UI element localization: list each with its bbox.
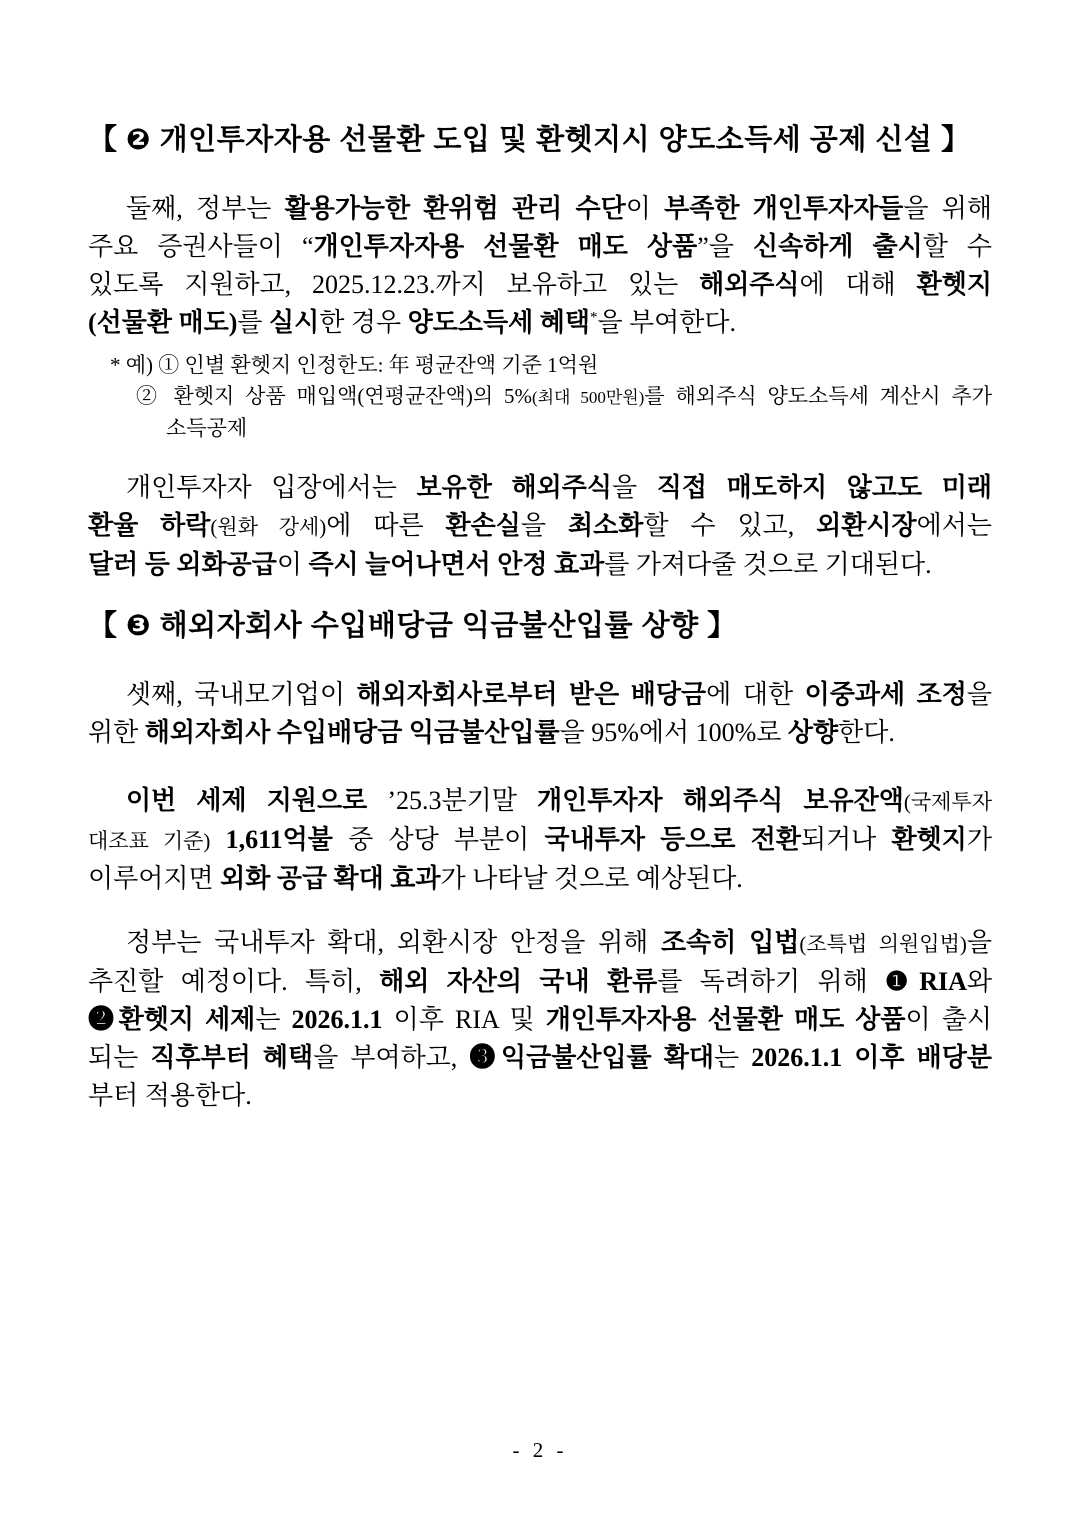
text-run: 상향 xyxy=(787,718,839,747)
text-run: 를 독려하기 위해 xyxy=(657,967,886,996)
text-run: 있도록 지원하고, 2025.12.23.까지 보유하고 있는 xyxy=(88,270,700,299)
text-run: 환헷지 xyxy=(891,825,967,854)
text-run: 개인투자자 해외주식 보유잔액 xyxy=(537,786,904,815)
text-line xyxy=(88,413,992,444)
text-line xyxy=(88,821,992,860)
text-run: 최소화 xyxy=(567,511,644,540)
text-run: * 예) ① 인별 환헷지 인정한도: 年 평균잔액 기준 1억원 xyxy=(110,353,599,377)
text-run: ❸익금불산입률 확대 xyxy=(469,1043,714,1072)
text-run: 직접 매도하지 않고도 미래 xyxy=(656,473,993,502)
text-run: 해외주식 xyxy=(699,270,800,299)
text-line xyxy=(88,507,992,546)
text-line xyxy=(88,714,992,752)
text-run: 위한 xyxy=(88,718,145,747)
text-run: 를 가져다줄 것으로 기대된다. xyxy=(604,550,932,579)
text-line xyxy=(88,782,992,821)
text-run: 즉시 늘어나면서 안정 효과 xyxy=(308,550,605,579)
text-run: ’25.3분기말 xyxy=(367,786,538,815)
text-run: 해외자회사 수입배당금 익금불산입률 xyxy=(144,718,560,747)
text-run: 달러 등 외화공급 xyxy=(88,550,277,579)
page-number: - 2 - xyxy=(512,1438,568,1462)
text-line xyxy=(88,1039,992,1077)
text-run: 둘째, 정부는 xyxy=(126,194,285,223)
text-run: 에 대해 xyxy=(799,270,917,299)
text-line xyxy=(88,469,992,507)
section-2-heading: 【 ❷ 개인투자자용 선물환 도입 및 환헷지시 양도소득세 공제 신설 】 xyxy=(88,124,971,156)
text-run: 에 대한 xyxy=(706,680,805,709)
text-run: 할 수 xyxy=(922,232,993,261)
text-run: 직후부터 혜택 xyxy=(150,1043,314,1072)
text-run: 환손실 xyxy=(445,511,521,540)
text-run: 가 나타날 것으로 예상된다. xyxy=(440,864,743,893)
text-run: (최대 500만원) xyxy=(531,388,645,407)
text-line xyxy=(88,304,992,342)
text-run: 추진할 예정이다. 특히, xyxy=(88,967,380,996)
text-run: 셋째, 국내모기업이 xyxy=(126,680,357,709)
section-3-heading: 【 ❸ 해외자회사 수입배당금 익금불산입률 상향 】 xyxy=(88,610,737,642)
text-run: 활용가능한 환위험 관리 수단 xyxy=(284,194,626,223)
text-line xyxy=(88,1077,992,1115)
text-line xyxy=(88,924,992,963)
text-run xyxy=(210,825,225,854)
footnote xyxy=(88,350,992,444)
text-run: 을 부여하고, xyxy=(313,1043,470,1072)
text-run: 해외자회사로부터 받은 배당금 xyxy=(356,680,707,709)
text-run: 을 xyxy=(520,511,568,540)
text-run: 한 경우 xyxy=(319,308,408,337)
text-run: (선물환 매도) xyxy=(88,308,238,337)
text-run: 을 xyxy=(966,680,992,709)
text-run: 2026.1.1 이후 배당분 xyxy=(751,1043,992,1072)
text-run: 을 95%에서 100%로 xyxy=(559,718,788,747)
para-3 xyxy=(88,676,992,752)
text-line xyxy=(88,546,992,584)
text-run: 이번 세제 지원으로 xyxy=(126,786,368,815)
text-run: 실시 xyxy=(269,308,320,337)
text-run: 외화 공급 확대 효과 xyxy=(220,864,441,893)
text-run: 이중과세 조정 xyxy=(804,680,967,709)
text-run: 는 xyxy=(714,1043,752,1072)
text-run: ❷환헷지 세제 xyxy=(88,1005,256,1034)
text-run: 보유한 해외주식 xyxy=(416,473,612,502)
text-run: 개인투자자용 선물환 매도 상품 xyxy=(545,1005,906,1034)
text-run: ② 환헷지 상품 매입액(연평균잔액)의 5% xyxy=(136,384,532,408)
text-run: 외환시장 xyxy=(816,511,917,540)
text-run: 할 수 있고, xyxy=(643,511,817,540)
text-run: 이루어지면 xyxy=(88,864,221,893)
text-run: 와 xyxy=(966,967,992,996)
text-run: 에서는 xyxy=(916,511,992,540)
text-run: 양도소득세 혜택 xyxy=(407,308,590,337)
text-run: 가 xyxy=(966,825,992,854)
text-run: 을 xyxy=(966,928,992,957)
text-run: * xyxy=(589,309,598,326)
text-line xyxy=(88,350,992,381)
para-1 xyxy=(88,190,992,342)
text-run: 한다. xyxy=(838,718,895,747)
text-run: 신속하게 출시 xyxy=(752,232,923,261)
text-run: 을 xyxy=(611,473,657,502)
text-run: (국제투자 xyxy=(903,790,992,814)
text-line xyxy=(88,381,992,413)
text-run: 조속히 입법 xyxy=(661,928,800,957)
text-run: 를 xyxy=(237,308,270,337)
text-line xyxy=(88,1001,992,1039)
text-run: 되거나 xyxy=(800,825,892,854)
text-run: 환율 하락 xyxy=(88,511,211,540)
text-run: 주요 증권사들이 “ xyxy=(88,232,314,261)
text-run: 를 해외주식 양도소득세 계산시 추가 xyxy=(644,384,992,408)
text-run: ❶RIA xyxy=(885,967,967,996)
text-run: 이후 RIA 및 xyxy=(382,1005,546,1034)
text-line xyxy=(88,266,992,304)
text-run: (원화 강세) xyxy=(210,515,327,539)
text-run: 에 따른 xyxy=(326,511,446,540)
text-run: 정부는 국내투자 확대, 외환시장 안정을 위해 xyxy=(126,928,662,957)
para-4 xyxy=(88,782,992,898)
text-run: 중 상당 부분이 xyxy=(332,825,545,854)
text-run: 을 부여한다. xyxy=(597,308,737,337)
text-run: 부족한 개인투자자들 xyxy=(664,194,904,223)
text-run: 되는 xyxy=(88,1043,151,1072)
text-run: 이 xyxy=(276,550,309,579)
text-run: 는 xyxy=(255,1005,292,1034)
text-run: 대조표 기준) xyxy=(88,829,211,853)
text-line xyxy=(88,860,992,898)
para-5 xyxy=(88,924,992,1115)
text-line xyxy=(88,676,992,714)
text-run: 환헷지 xyxy=(916,270,992,299)
text-line xyxy=(88,190,992,228)
text-line xyxy=(88,228,992,266)
text-run: 부터 적용한다. xyxy=(88,1081,252,1110)
text-line xyxy=(88,963,992,1001)
text-run: 국내투자 등으로 전환 xyxy=(544,825,801,854)
para-2 xyxy=(88,469,992,584)
text-run: 2026.1.1 xyxy=(291,1005,383,1034)
text-run: 해외 자산의 국내 환류 xyxy=(379,967,658,996)
text-run: 을 위해 xyxy=(903,194,992,223)
text-run: 1,611억불 xyxy=(225,825,333,854)
text-run: ”을 xyxy=(697,232,753,261)
text-run: 이 xyxy=(625,194,665,223)
text-run: (조특법 의원입법) xyxy=(799,932,967,956)
text-run: 이 출시 xyxy=(905,1005,992,1034)
text-run: 개인투자자용 선물환 매도 상품 xyxy=(313,232,698,261)
text-run: 소득공제 xyxy=(166,416,248,440)
text-run: 개인투자자 입장에서는 xyxy=(126,473,417,502)
